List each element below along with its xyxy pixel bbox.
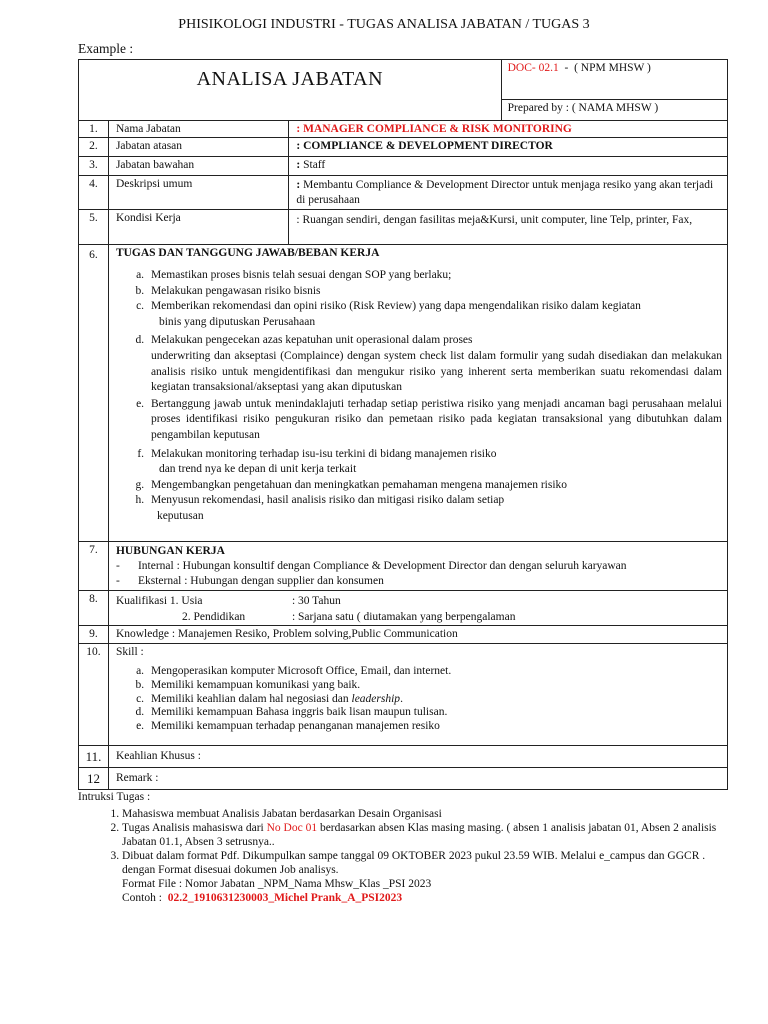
list-item: b. Memiliki kemampuan komunikasi yang baik.: [147, 679, 727, 693]
knowledge-text: Knowledge : Manajemen Resiko, Problem solving,Public Communication: [108, 626, 727, 644]
kualifikasi-pendidikan: : Sarjana satu ( diutamakan yang berpengalaman: [291, 611, 516, 623]
list-item-line: binis yang diputuskan Perusahaan: [158, 315, 316, 328]
row-deskripsi-umum: [79, 176, 728, 210]
row-number: 4.: [79, 176, 109, 210]
list-item: e. Memiliki kemampuan terhadap penanganan manajemen resiko: [147, 720, 727, 734]
doc-npm: ( NPM MHSW ): [574, 62, 651, 74]
hubungan-list: [116, 559, 723, 589]
pendidikan-label: 2. Pendidikan: [181, 611, 246, 623]
row-number: 10.: [79, 644, 109, 746]
list-item-line: keputusan: [156, 509, 204, 522]
list-item: [122, 849, 728, 905]
row-knowledge: [79, 626, 728, 644]
kualifikasi-cell: [108, 591, 727, 626]
list-item-line: Memberikan rekomendasi dan opini risiko (Risk Review) yang dapa mengendalikan risiko dalam kegiatan: [150, 300, 641, 313]
list-item: [122, 821, 728, 849]
format-file-line: Format File : Nomor Jabatan _NPM_Nama Mhsw_Klas _PSI 2023: [122, 878, 432, 890]
kualifikasi-label: Kualifikasi 1. Usia: [115, 595, 203, 607]
row-number: 3.: [79, 157, 109, 176]
row-skill: [79, 644, 728, 746]
row-remark: [79, 768, 728, 790]
instructions-block: [78, 790, 728, 905]
row-hubungan-kerja: [79, 542, 728, 591]
doc-code-cell: [501, 60, 727, 100]
row-value: : MANAGER COMPLIANCE & RISK MONITORING: [289, 121, 728, 138]
list-item: [147, 447, 722, 478]
kualifikasi-line-2: [116, 609, 727, 625]
row-number: 2.: [79, 138, 109, 157]
skill-heading: Skill :: [115, 646, 144, 658]
list-item-text: berdasarkan absen Klas masing masing. ( absen 1 analisis jabatan 01, Absen 2 analisis Jabatan 01.1, Absen 3 setrusnya..: [122, 822, 717, 848]
list-item-text: Tugas Analisis mahasiswa dari: [122, 822, 267, 834]
row-value: : COMPLIANCE & DEVELOPMENT DIRECTOR: [289, 138, 728, 157]
hubungan-heading: HUBUNGAN KERJA: [115, 545, 225, 557]
row-jabatan-bawahan: [79, 157, 728, 176]
row-label: Nama Jabatan: [108, 121, 288, 138]
row-number: 8.: [79, 591, 109, 626]
list-item: [147, 333, 722, 395]
row-number: 7.: [79, 542, 109, 591]
list-item-line: Melakukan monitoring terhadap isu-isu terkini di bidang manajemen risiko: [150, 447, 497, 460]
row-nama-jabatan: [79, 121, 728, 138]
list-item: e. Bertanggung jawab untuk menindaklajuti terhadap setiap peristiwa risiko yang menjadi ancaman bagi perusahaan melalui proses identifikasi risiko pengukuran risiko dan pemetaan risiko pada kegiatan transaksional yang dibutuhkan dalam pengambilan keputusan: [147, 397, 722, 444]
instructions-heading: Intruksi Tugas :: [78, 791, 151, 803]
remark-text: Remark :: [108, 768, 727, 790]
tugas-list: [125, 268, 722, 525]
list-item-text: Dibuat dalam format Pdf. Dikumpulkan sampe tanggal 09 OKTOBER 2023 pukul 23.59 WIB. Melalui e_campus dan GGCR . dengan Format disesuai dokumen Job analisys.: [122, 850, 706, 876]
list-item: - Internal : Hubungan konsultif dengan Compliance & Development Director dan dengan seluruh karyawan: [142, 559, 723, 574]
page-header-title: PHISIKOLOGI INDUSTRI - TUGAS ANALISA JABATAN / TUGAS 3: [178, 17, 590, 32]
row-colon: :: [296, 179, 301, 191]
skill-cell: [108, 644, 727, 746]
tugas-heading: TUGAS DAN TANGGUNG JAWAB/BEBAN KERJA: [115, 247, 380, 259]
row-kondisi-kerja: [79, 210, 728, 245]
row-label: Jabatan atasan: [108, 138, 288, 157]
list-item: a. Memastikan proses bisnis telah sesuai dengan SOP yang berlaku;: [147, 268, 722, 284]
row-number: 1.: [79, 121, 109, 138]
list-item-text: Memiliki keahlian dalam hal negosiasi dan: [150, 692, 352, 705]
kualifikasi-usia: : 30 Tahun: [291, 595, 341, 607]
contoh-line: [122, 891, 728, 905]
row-jabatan-atasan: [79, 138, 728, 157]
keahlian-text: Keahlian Khusus :: [108, 746, 727, 768]
list-item: b. Melakukan pengawasan risiko bisnis: [147, 284, 722, 300]
row-number: 11.: [79, 746, 109, 768]
row-tugas: [79, 245, 728, 542]
list-item-line: dan trend nya ke depan di unit kerja terkait: [158, 463, 357, 476]
row-value-text: Membantu Compliance & Development Director untuk menjaga resiko yang akan terjadi di perusahaan: [296, 179, 714, 206]
row-value: [289, 157, 728, 176]
row-label: Kondisi Kerja: [108, 210, 288, 245]
list-item: [147, 299, 722, 330]
contoh-label: Contoh :: [122, 892, 168, 904]
kualifikasi-line-1: [116, 593, 727, 609]
title-row: [79, 60, 728, 100]
list-item-emphasis: leadership: [351, 692, 401, 705]
row-value: [289, 176, 728, 210]
row-value: : Ruangan sendiri, dengan fasilitas meja&Kursi, unit computer, line Telp, printer, Fax,: [289, 210, 728, 245]
hubungan-cell: [108, 542, 727, 591]
row-keahlian-khusus: [79, 746, 728, 768]
row-value-text: Staff: [300, 159, 326, 171]
list-item: a. Mengoperasikan komputer Microsoft Office, Email, dan internet.: [147, 665, 727, 679]
list-item-text: .: [400, 692, 403, 705]
row-number: 6.: [79, 245, 109, 542]
list-item: 1. Mahasiswa membuat Analisis Jabatan berdasarkan Desain Organisasi: [122, 807, 728, 821]
list-item: [147, 693, 727, 707]
list-item-line: Menyusun rekomendasi, hasil analisis risiko dan mitigasi risiko dalam setiap: [150, 494, 505, 507]
row-number: 5.: [79, 210, 109, 245]
list-item-line: Melakukan pengecekan azas kepatuhan unit operasional dalam proses: [150, 334, 473, 347]
row-label: Jabatan bawahan: [108, 157, 288, 176]
list-item: [147, 493, 722, 524]
form-title: ANALISA JABATAN: [79, 60, 502, 121]
skill-list: [125, 665, 727, 734]
doc-separator: -: [558, 62, 575, 74]
row-label: Deskripsi umum: [108, 176, 288, 210]
list-item: d. Memiliki kemampuan Bahasa inggris baik lisan maupun tulisan.: [147, 706, 727, 720]
doc-reference: No Doc 01: [266, 822, 318, 834]
row-number: 12: [79, 768, 109, 790]
list-item: g. Mengembangkan pengetahuan dan meningkatkan pemahaman mengena manajemen risiko: [147, 478, 722, 494]
row-kualifikasi: [79, 591, 728, 626]
tugas-cell: [108, 245, 727, 542]
example-label: Example :: [78, 41, 134, 56]
list-item: - Eksternal : Hubungan dengan supplier dan konsumen: [142, 574, 723, 589]
job-analysis-table: [78, 59, 728, 790]
instructions-list: [78, 807, 728, 905]
list-item-line: underwriting dan akseptasi (Complaince) dengan system check list dalam formulir yang sudah disediakan dan melakukan analisis risiko untuk mengidentifikasi dan mengukur risiko yang inherent serta memberikan suatu rekomendasi dalam kegiatan transaksional/akseptasi yang akan diputuskan: [150, 349, 722, 394]
contoh-value: 02.2_1910631230003_Michel Prank_A_PSI2023: [167, 892, 403, 904]
prepared-by: Prepared by : ( NAMA MHSW ): [501, 100, 727, 121]
row-colon: :: [296, 159, 301, 171]
row-number: 9.: [79, 626, 109, 644]
doc-code: DOC- 02.1: [507, 62, 559, 74]
